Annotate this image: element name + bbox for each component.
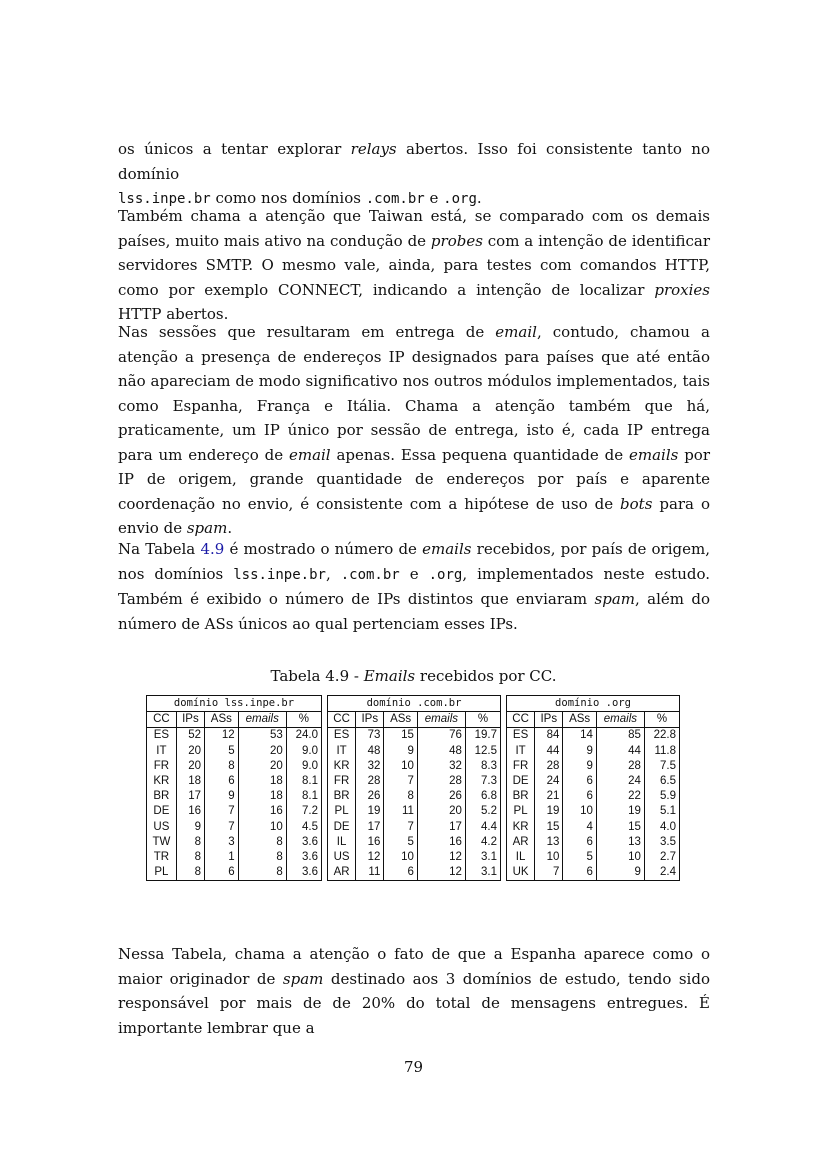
table-row bbox=[328, 728, 501, 744]
table-cell: 17 bbox=[417, 820, 465, 835]
table-row bbox=[328, 759, 501, 774]
table-cell: 9 bbox=[563, 759, 597, 774]
domain-label: domínio bbox=[173, 697, 219, 710]
paragraph-5 bbox=[118, 942, 710, 1040]
text-run: por IP de origem, grande quantidade de endereços por país e aparente coordenação no envio, é consistente com a hipótese de uso de bbox=[118, 445, 710, 513]
text-run-italic: email bbox=[288, 445, 331, 464]
table-cell: 11.8 bbox=[644, 744, 679, 759]
text-run: HTTP abertos. bbox=[118, 305, 229, 323]
table-cell: 10 bbox=[384, 759, 418, 774]
domain-code: lss.inpe.br bbox=[233, 566, 326, 583]
table-cell: KR bbox=[328, 759, 356, 774]
text-run-italic: proxies bbox=[654, 280, 710, 299]
table-cell: 53 bbox=[238, 728, 286, 744]
table-cell: 18 bbox=[238, 789, 286, 804]
table-title-row bbox=[507, 696, 680, 712]
table-cell: 12.5 bbox=[465, 744, 500, 759]
table-header-row bbox=[507, 712, 680, 728]
table-row bbox=[507, 865, 680, 881]
column-header: ASs bbox=[384, 712, 418, 728]
table-cell: 73 bbox=[356, 728, 384, 744]
text-run: , implementados neste estudo. Também é exibido o número de IPs distintos que enviaram bbox=[118, 564, 710, 608]
domain-label: domínio bbox=[366, 697, 411, 710]
paragraph-1 bbox=[118, 137, 710, 212]
table-cell: 18 bbox=[238, 774, 286, 789]
table-cell: 85 bbox=[596, 728, 644, 744]
table-caption bbox=[0, 667, 827, 685]
table-cell: 19 bbox=[596, 804, 644, 819]
table-cell: 12 bbox=[417, 850, 465, 865]
table-cell: BR bbox=[328, 789, 356, 804]
table-row bbox=[147, 728, 322, 744]
table-cell: 2.7 bbox=[644, 850, 679, 865]
table-cell: 12 bbox=[356, 850, 384, 865]
table-cell: 8.1 bbox=[286, 774, 321, 789]
table-domain-header bbox=[507, 696, 680, 712]
table-cell: ES bbox=[328, 728, 356, 744]
column-header: emails bbox=[238, 712, 286, 728]
text-run-italic: spam bbox=[594, 590, 635, 608]
table-cell: KR bbox=[147, 774, 177, 789]
table-cell: BR bbox=[507, 789, 535, 804]
table-lss-inpe-br bbox=[146, 695, 322, 881]
text-run-italic: emails bbox=[422, 540, 472, 558]
table-cell: 15 bbox=[384, 728, 418, 744]
table-cell: 6 bbox=[205, 774, 239, 789]
table-cell: 3.1 bbox=[465, 865, 500, 881]
text-run: os únicos a tentar explorar bbox=[118, 140, 351, 158]
table-cell: 10 bbox=[238, 820, 286, 835]
table-cell: 2.4 bbox=[644, 865, 679, 881]
table-cell: 19.7 bbox=[465, 728, 500, 744]
table-cell: DE bbox=[507, 774, 535, 789]
table-cell: 16 bbox=[176, 804, 204, 819]
text-run-italic: bots bbox=[620, 494, 653, 513]
table-cell: 3.5 bbox=[644, 835, 679, 850]
column-header: CC bbox=[507, 712, 535, 728]
table-cell: 44 bbox=[596, 744, 644, 759]
table-cell: 26 bbox=[356, 789, 384, 804]
domain-code: .org bbox=[443, 191, 477, 207]
table-row bbox=[507, 850, 680, 865]
table-row bbox=[328, 804, 501, 819]
table-cell: 24 bbox=[535, 774, 563, 789]
table-row bbox=[507, 789, 680, 804]
text-run-italic: emails bbox=[628, 445, 679, 464]
page-number: 79 bbox=[403, 1058, 424, 1076]
table-cell: 7.5 bbox=[644, 759, 679, 774]
column-header: IPs bbox=[535, 712, 563, 728]
table-cell: 9.0 bbox=[286, 759, 321, 774]
table-cell: IT bbox=[328, 744, 356, 759]
table-cell: 20 bbox=[238, 759, 286, 774]
table-cell: 17 bbox=[356, 820, 384, 835]
text-run: Nas sessões que resultaram em entrega de bbox=[118, 323, 496, 341]
column-header: emails bbox=[596, 712, 644, 728]
column-header: ASs bbox=[563, 712, 597, 728]
table-cell: IL bbox=[328, 835, 356, 850]
table-cell: 10 bbox=[535, 850, 563, 865]
table-cell: 9 bbox=[596, 865, 644, 881]
table-cell: 8.1 bbox=[286, 789, 321, 804]
domain-label: domínio bbox=[555, 697, 600, 710]
table-cell: 7.3 bbox=[465, 774, 500, 789]
table-cell: 16 bbox=[238, 804, 286, 819]
table-cell: IT bbox=[507, 744, 535, 759]
table-cell: 10 bbox=[384, 850, 418, 865]
table-cell: 9.0 bbox=[286, 744, 321, 759]
text-run: como nos domínios bbox=[210, 189, 366, 207]
table-cell: PL bbox=[328, 804, 356, 819]
table-row bbox=[147, 744, 322, 759]
text-run: . bbox=[476, 189, 482, 207]
text-run: é mostrado o número de bbox=[224, 540, 423, 558]
table-cell: 6.5 bbox=[644, 774, 679, 789]
domain-code: .org bbox=[428, 566, 463, 583]
text-run: Também chama a atenção que Taiwan está, se comparado com os demais países, muito mais ativo na condução de bbox=[118, 207, 710, 250]
domain-name: lss.inpe.br bbox=[224, 697, 295, 710]
table-cell: 13 bbox=[596, 835, 644, 850]
table-cell: 6 bbox=[563, 865, 597, 881]
text-run: apenas. Essa pequena quantidade de bbox=[330, 445, 629, 464]
table-cell: US bbox=[147, 820, 177, 835]
table-cell: 8 bbox=[176, 835, 204, 850]
text-run-italic: probes bbox=[430, 231, 483, 250]
table-cell: TW bbox=[147, 835, 177, 850]
table-cell: 3.6 bbox=[286, 865, 321, 881]
table-cell: IT bbox=[147, 744, 177, 759]
table-row bbox=[328, 774, 501, 789]
text-run: destinado aos 3 domínios de estudo, tendo sido responsável por mais de de 20% do total de mensagens entregues. É importante lembrar que a bbox=[118, 969, 710, 1037]
table-cell: 5.1 bbox=[644, 804, 679, 819]
table-row bbox=[507, 804, 680, 819]
table-cell: 8 bbox=[238, 850, 286, 865]
table-cell: 6.8 bbox=[465, 789, 500, 804]
table-row bbox=[328, 820, 501, 835]
table-cell: 19 bbox=[535, 804, 563, 819]
table-cell: 15 bbox=[596, 820, 644, 835]
table-cell: 32 bbox=[417, 759, 465, 774]
table-title-row bbox=[328, 696, 501, 712]
table-cell: 11 bbox=[356, 865, 384, 881]
domain-code: lss.inpe.br bbox=[118, 191, 211, 207]
domain-name: .org bbox=[605, 697, 631, 710]
table-cell: 18 bbox=[176, 774, 204, 789]
table-row bbox=[507, 759, 680, 774]
table-cell: 44 bbox=[535, 744, 563, 759]
text-run: e bbox=[424, 189, 444, 207]
text-run-italic: email bbox=[495, 323, 537, 341]
table-cell: 3 bbox=[205, 835, 239, 850]
table-cell: 4.4 bbox=[465, 820, 500, 835]
table-cell: 9 bbox=[205, 789, 239, 804]
table-cell: 15 bbox=[535, 820, 563, 835]
table-row bbox=[328, 789, 501, 804]
table-title-row bbox=[147, 696, 322, 712]
column-header: IPs bbox=[176, 712, 204, 728]
table-cell: 3.1 bbox=[465, 850, 500, 865]
table-cell: 28 bbox=[535, 759, 563, 774]
table-cell: 19 bbox=[356, 804, 384, 819]
table-cell: 24.0 bbox=[286, 728, 321, 744]
table-cell: US bbox=[328, 850, 356, 865]
table-cell: 24 bbox=[596, 774, 644, 789]
table-row bbox=[147, 789, 322, 804]
text-run-italic: relays bbox=[350, 140, 397, 158]
table-cell: 1 bbox=[205, 850, 239, 865]
table-cell: 3.6 bbox=[286, 835, 321, 850]
table-cell: 22 bbox=[596, 789, 644, 804]
table-cell: 84 bbox=[535, 728, 563, 744]
table-row bbox=[328, 835, 501, 850]
table-cell: 6 bbox=[563, 774, 597, 789]
text-run: com a intenção de identificar servidores SMTP. O mesmo vale, ainda, para testes com comandos HTTP, como por exemplo CONNECT, indicando a intenção de localizar bbox=[118, 231, 710, 299]
table-cell: 13 bbox=[535, 835, 563, 850]
text-run-italic: spam bbox=[282, 969, 324, 988]
table-org bbox=[506, 695, 680, 881]
table-cell: 8 bbox=[176, 850, 204, 865]
table-cell: 11 bbox=[384, 804, 418, 819]
table-cell: 6 bbox=[563, 835, 597, 850]
table-cell: 12 bbox=[205, 728, 239, 744]
table-row bbox=[507, 744, 680, 759]
table-cell: 3.6 bbox=[286, 850, 321, 865]
table-cell: 16 bbox=[417, 835, 465, 850]
table-cell: 16 bbox=[356, 835, 384, 850]
text-run: recebidos, por país de origem, nos domínios bbox=[118, 540, 710, 583]
text-run: , bbox=[325, 564, 341, 583]
table-cell: BR bbox=[147, 789, 177, 804]
table-row bbox=[147, 820, 322, 835]
table-cell: UK bbox=[507, 865, 535, 881]
table-cell: 8 bbox=[176, 865, 204, 881]
table-row bbox=[147, 835, 322, 850]
table-cell: FR bbox=[328, 774, 356, 789]
table-cell: 8 bbox=[205, 759, 239, 774]
table-com-br bbox=[327, 695, 501, 881]
text-run: para o envio de bbox=[118, 494, 710, 537]
table-row bbox=[507, 774, 680, 789]
table-cell: 20 bbox=[238, 744, 286, 759]
caption-prefix: Tabela 4.9 - bbox=[270, 667, 364, 685]
text-run: . bbox=[227, 519, 233, 537]
table-cell: DE bbox=[147, 804, 177, 819]
table-cell: AR bbox=[507, 835, 535, 850]
table-row bbox=[147, 759, 322, 774]
domain-code: .com.br bbox=[365, 191, 425, 207]
table-cell: 12 bbox=[417, 865, 465, 881]
table-header-row bbox=[147, 712, 322, 728]
text-run-italic: spam bbox=[186, 519, 228, 537]
column-header: IPs bbox=[356, 712, 384, 728]
table-cell: FR bbox=[147, 759, 177, 774]
table-reference-link[interactable]: 4.9 bbox=[200, 540, 225, 558]
table-cell: 5 bbox=[205, 744, 239, 759]
table-cell: 20 bbox=[417, 804, 465, 819]
table-cell: 8 bbox=[238, 835, 286, 850]
table-cell: 4.0 bbox=[644, 820, 679, 835]
table-cell: 4 bbox=[563, 820, 597, 835]
table-domain-header bbox=[328, 696, 501, 712]
table-cell: IL bbox=[507, 850, 535, 865]
table-cell: KR bbox=[507, 820, 535, 835]
table-cell: 48 bbox=[417, 744, 465, 759]
table-cell: 6 bbox=[563, 789, 597, 804]
caption-emphasis: Emails bbox=[363, 667, 416, 685]
table-cell: ES bbox=[507, 728, 535, 744]
table-cell: 9 bbox=[176, 820, 204, 835]
table-cell: 10 bbox=[596, 850, 644, 865]
column-header: CC bbox=[147, 712, 177, 728]
column-header: % bbox=[644, 712, 679, 728]
table-cell: DE bbox=[328, 820, 356, 835]
domain-code: .com.br bbox=[340, 566, 400, 583]
table-cell: TR bbox=[147, 850, 177, 865]
table-row bbox=[507, 835, 680, 850]
table-cell: 9 bbox=[384, 744, 418, 759]
table-cell: 48 bbox=[356, 744, 384, 759]
table-cell: 32 bbox=[356, 759, 384, 774]
table-cell: 52 bbox=[176, 728, 204, 744]
table-cell: 4.5 bbox=[286, 820, 321, 835]
table-cell: 6 bbox=[205, 865, 239, 881]
domain-name: .com.br bbox=[417, 697, 462, 710]
text-run: e bbox=[399, 564, 429, 583]
table-row bbox=[147, 804, 322, 819]
column-header: CC bbox=[328, 712, 356, 728]
text-run: abertos. Isso foi consistente tanto no domínio bbox=[118, 140, 710, 183]
column-header: emails bbox=[417, 712, 465, 728]
column-header: % bbox=[286, 712, 321, 728]
table-header-row bbox=[328, 712, 501, 728]
table-cell: 7 bbox=[535, 865, 563, 881]
table-row bbox=[147, 774, 322, 789]
paragraph-4 bbox=[118, 537, 710, 636]
text-run: , contudo, chamou a atenção a presença de endereços IP designados para países que até então não apareciam de modo significativo nos outros módulos implementados, tais como Espanha, França e Itália. Chama a atenção também que há, praticamente, um IP único por sessão de entrega, isto é, cada IP entrega para um endereço de bbox=[118, 323, 710, 464]
table-row bbox=[328, 865, 501, 881]
table-cell: AR bbox=[328, 865, 356, 881]
paragraph-3 bbox=[118, 320, 710, 541]
table-cell: 28 bbox=[417, 774, 465, 789]
table-cell: 5 bbox=[384, 835, 418, 850]
table-cell: 4.2 bbox=[465, 835, 500, 850]
table-cell: 9 bbox=[563, 744, 597, 759]
table-cell: 10 bbox=[563, 804, 597, 819]
table-row bbox=[328, 744, 501, 759]
table-cell: 28 bbox=[596, 759, 644, 774]
table-cell: 7.2 bbox=[286, 804, 321, 819]
table-cell: ES bbox=[147, 728, 177, 744]
column-header: % bbox=[465, 712, 500, 728]
table-cell: 8.3 bbox=[465, 759, 500, 774]
table-cell: 21 bbox=[535, 789, 563, 804]
table-cell: 7 bbox=[384, 774, 418, 789]
table-row bbox=[147, 850, 322, 865]
text-run: , além do número de ASs únicos ao qual pertenciam esses IPs. bbox=[118, 590, 710, 633]
table-cell: 22.8 bbox=[644, 728, 679, 744]
table-row bbox=[507, 820, 680, 835]
column-header: ASs bbox=[205, 712, 239, 728]
table-domain-header bbox=[147, 696, 322, 712]
text-run: Nessa Tabela, chama a atenção o fato de que a Espanha aparece como o maior originador de bbox=[118, 945, 710, 988]
table-cell: 6 bbox=[384, 865, 418, 881]
table-cell: 5 bbox=[563, 850, 597, 865]
table-cell: 26 bbox=[417, 789, 465, 804]
table-row bbox=[328, 850, 501, 865]
table-cell: FR bbox=[507, 759, 535, 774]
table-cell: 20 bbox=[176, 744, 204, 759]
table-cell: 20 bbox=[176, 759, 204, 774]
table-cell: PL bbox=[507, 804, 535, 819]
table-cell: 8 bbox=[238, 865, 286, 881]
table-cell: 7 bbox=[205, 820, 239, 835]
table-cell: 8 bbox=[384, 789, 418, 804]
table-cell: 7 bbox=[384, 820, 418, 835]
table-row bbox=[507, 728, 680, 744]
caption-suffix: recebidos por CC. bbox=[415, 667, 557, 685]
table-cell: 17 bbox=[176, 789, 204, 804]
text-run: Na Tabela bbox=[118, 540, 201, 558]
table-cell: 7 bbox=[205, 804, 239, 819]
table-row bbox=[147, 865, 322, 881]
table-cell: 14 bbox=[563, 728, 597, 744]
table-cell: 5.9 bbox=[644, 789, 679, 804]
table-cell: 28 bbox=[356, 774, 384, 789]
table-cell: 5.2 bbox=[465, 804, 500, 819]
table-cell: PL bbox=[147, 865, 177, 881]
paragraph-2 bbox=[118, 204, 710, 327]
table-cell: 76 bbox=[417, 728, 465, 744]
